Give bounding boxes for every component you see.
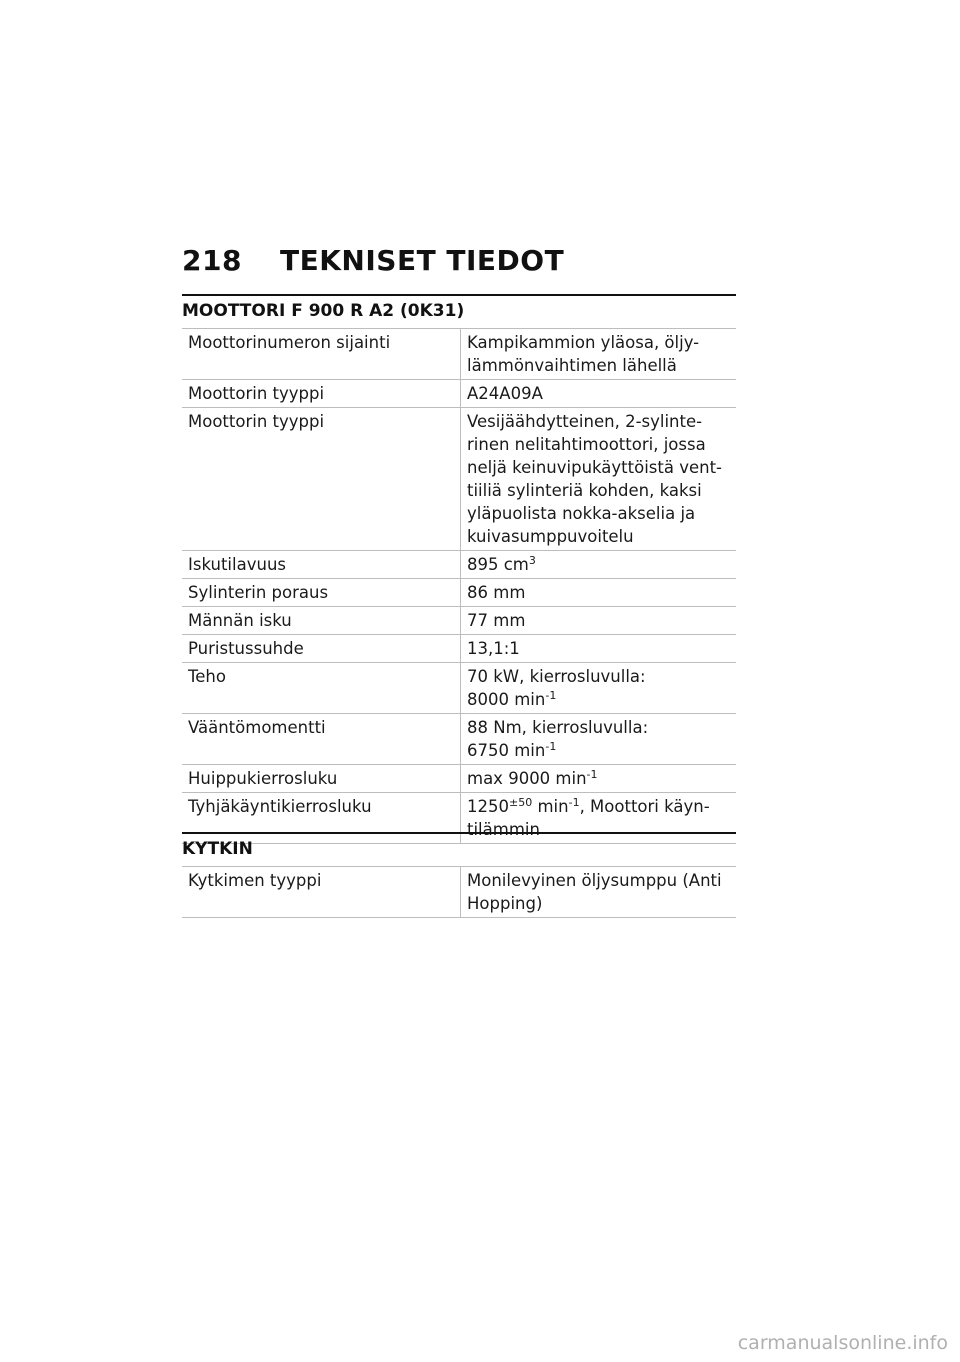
spec-label: Moottorin tyyppi [182, 408, 461, 551]
spec-value-superscript: 3 [528, 554, 536, 567]
spec-value-superscript: ±50 [509, 796, 533, 809]
table-row [182, 663, 736, 714]
table-row [182, 607, 736, 635]
watermark-text[interactable]: carmanualsonline.info [737, 1332, 948, 1354]
spec-value-unit: min [532, 797, 569, 816]
spec-value-line: 13,1:1 [467, 639, 520, 658]
spec-value-line [467, 795, 730, 818]
spec-label: Puristussuhde [182, 635, 461, 663]
spec-label: Iskutilavuus [182, 551, 461, 579]
spec-value-line: lämmönvaihtimen lähellä [467, 356, 677, 375]
spec-value-line: tiiliä sylinteriä kohden, kaksi [467, 481, 702, 500]
spec-value-line: neljä keinuvipukäyttöistä vent- [467, 458, 723, 477]
spec-value [461, 714, 737, 765]
spec-value-line [467, 688, 730, 711]
clutch-spec-table [182, 866, 736, 918]
spec-value [461, 380, 737, 408]
spec-value-main: 6750 min [467, 741, 546, 760]
spec-label: Männän isku [182, 607, 461, 635]
spec-value-main: 1250 [467, 797, 509, 816]
spec-value [461, 408, 737, 551]
page-number: 218 [182, 244, 242, 277]
engine-spec-table [182, 328, 736, 844]
table-row [182, 329, 736, 380]
spec-value-line: Vesijäähdytteinen, 2-sylinte- [467, 412, 703, 431]
spec-value-main: 895 cm [467, 555, 529, 574]
table-row [182, 714, 736, 765]
clutch-section-title: KYTKIN [182, 832, 736, 866]
spec-label: Tyhjäkäyntikierrosluku [182, 793, 461, 844]
spec-value-line: 88 Nm, kierrosluvulla: [467, 718, 649, 737]
table-row [182, 765, 736, 793]
engine-section-title: MOOTTORI F 900 R A2 (0K31) [182, 294, 736, 328]
spec-label: Kytkimen tyyppi [182, 867, 461, 918]
table-row [182, 408, 736, 551]
spec-value-note: , Moottori käyn- [579, 797, 710, 816]
spec-value-line: Kampikammion yläosa, öljy- [467, 333, 700, 352]
spec-label: Moottorin tyyppi [182, 380, 461, 408]
spec-value [461, 579, 737, 607]
spec-label: Moottorinumeron sijainti [182, 329, 461, 380]
spec-value-main: 8000 min [467, 690, 546, 709]
spec-value [461, 765, 737, 793]
spec-value-line: yläpuolista nokka-akselia ja [467, 504, 696, 523]
table-row [182, 579, 736, 607]
spec-label: Teho [182, 663, 461, 714]
table-row [182, 635, 736, 663]
spec-value-line: Hopping) [467, 894, 543, 913]
spec-label: Sylinterin poraus [182, 579, 461, 607]
spec-value [461, 329, 737, 380]
spec-value-superscript: -1 [545, 689, 557, 702]
page-header [182, 244, 564, 277]
spec-value-line [467, 739, 730, 762]
spec-value-line: A24A09A [467, 384, 543, 403]
spec-value-line: Monilevyinen öljysumppu (Anti [467, 871, 722, 890]
table-row [182, 551, 736, 579]
spec-value-superscript: -1 [586, 768, 598, 781]
spec-value [461, 635, 737, 663]
spec-value-line: kuivasumppuvoitelu [467, 527, 634, 546]
table-row [182, 380, 736, 408]
table-row [182, 867, 736, 918]
engine-section [182, 294, 736, 844]
spec-value [461, 867, 737, 918]
spec-value [461, 551, 737, 579]
clutch-section [182, 832, 736, 918]
spec-label: Vääntömomentti [182, 714, 461, 765]
spec-value [461, 607, 737, 635]
spec-value-line: rinen nelitahtimoottori, jossa [467, 435, 706, 454]
spec-label: Huippukierrosluku [182, 765, 461, 793]
spec-value-line: 77 mm [467, 611, 526, 630]
spec-value [461, 663, 737, 714]
spec-value-line: 70 kW, kierrosluvulla: [467, 667, 646, 686]
spec-value-line: 86 mm [467, 583, 526, 602]
spec-value-main: max 9000 min [467, 769, 587, 788]
spec-value-superscript: -1 [545, 740, 557, 753]
chapter-title: TEKNISET TIEDOT [280, 244, 565, 277]
spec-value-line: tilämmin [467, 820, 540, 839]
spec-value-superscript: -1 [568, 796, 580, 809]
